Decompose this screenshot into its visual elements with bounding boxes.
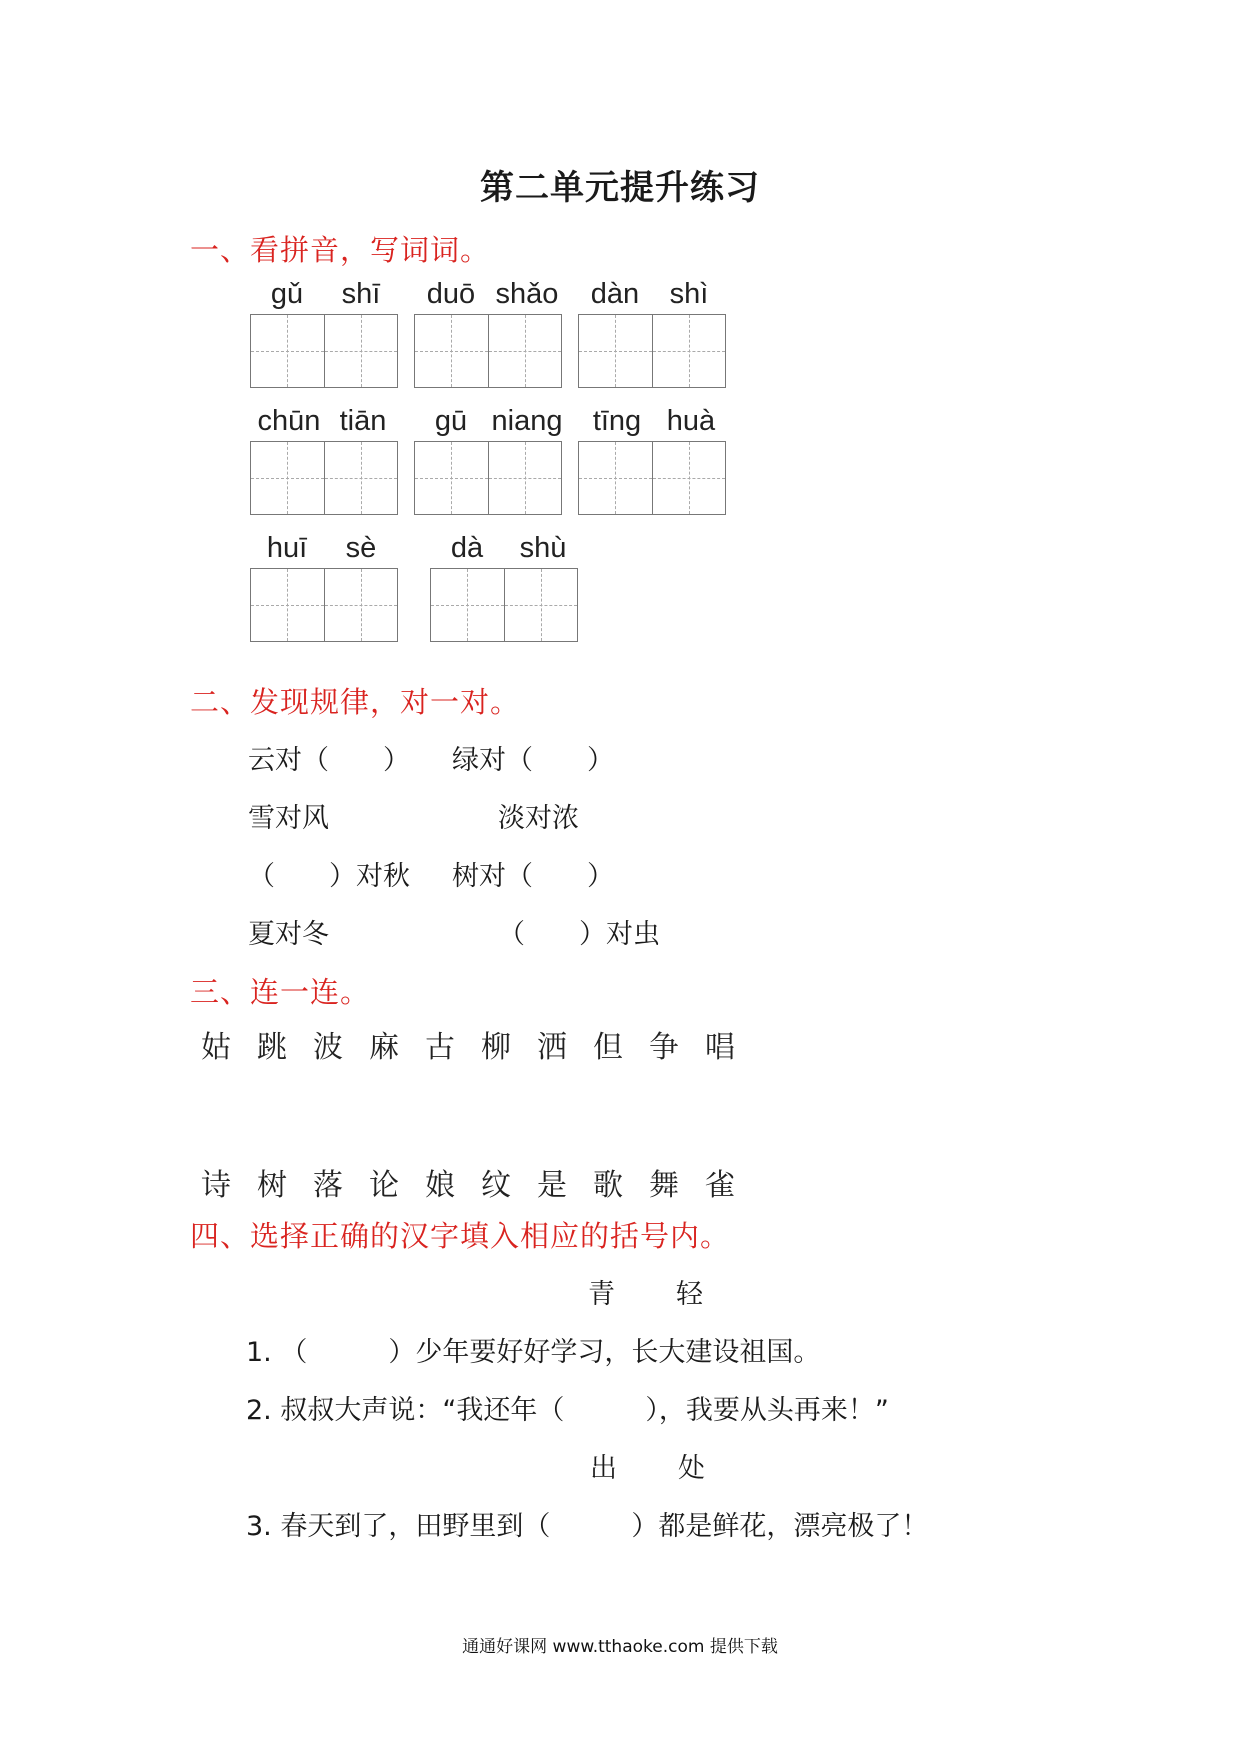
pinyin-syllable: tiān bbox=[339, 405, 387, 437]
match-char[interactable]: 诗 bbox=[201, 1168, 231, 1203]
pinyin-syllable: duō bbox=[426, 278, 476, 310]
match-char[interactable]: 柳 bbox=[481, 1030, 511, 1065]
match-char[interactable]: 纹 bbox=[481, 1168, 511, 1203]
pinyin-syllable: tīng bbox=[592, 405, 642, 437]
pair-item: 树对（ ） bbox=[452, 861, 614, 892]
pair-item: 夏对冬 bbox=[248, 919, 329, 950]
match-char[interactable]: 争 bbox=[649, 1030, 679, 1065]
pair-item: （ ）对秋 bbox=[248, 861, 410, 892]
match-char[interactable]: 古 bbox=[425, 1030, 455, 1065]
pinyin-syllable: dà bbox=[450, 532, 484, 564]
match-char[interactable]: 跳 bbox=[257, 1030, 287, 1065]
tian-grid-box[interactable] bbox=[250, 441, 398, 515]
pinyin-syllable: sè bbox=[345, 532, 377, 564]
choice-char: 轻 bbox=[676, 1279, 703, 1310]
match-char[interactable]: 麻 bbox=[369, 1030, 399, 1065]
tian-grid-box[interactable] bbox=[578, 314, 726, 388]
match-char[interactable]: 雀 bbox=[705, 1168, 735, 1203]
section-1-heading: 一、看拼音，写词词。 bbox=[190, 233, 491, 267]
question-1: 1. （ ）少年要好好学习，长大建设祖国。 bbox=[246, 1337, 821, 1368]
pinyin-syllable: huī bbox=[266, 532, 308, 564]
section-4-heading: 四、选择正确的汉字填入相应的括号内。 bbox=[190, 1219, 731, 1253]
pair-item: 绿对（ ） bbox=[452, 745, 614, 776]
pinyin-syllable: shì bbox=[669, 278, 709, 310]
match-char[interactable]: 波 bbox=[313, 1030, 343, 1065]
pinyin-syllable: niang bbox=[491, 405, 563, 437]
match-char[interactable]: 落 bbox=[313, 1168, 343, 1203]
tian-grid-box[interactable] bbox=[250, 314, 398, 388]
match-char[interactable]: 姑 bbox=[201, 1030, 231, 1065]
pinyin-syllable: chūn bbox=[257, 405, 321, 437]
section-3-heading: 三、连一连。 bbox=[190, 975, 371, 1009]
page-title: 第二单元提升练习 bbox=[480, 168, 760, 208]
footer-credit: 通通好课网 www.tthaoke.com 提供下载 bbox=[462, 1637, 778, 1657]
tian-grid-box[interactable] bbox=[250, 568, 398, 642]
pinyin-syllable: gǔ bbox=[270, 278, 304, 310]
choice-char: 出 bbox=[590, 1453, 617, 1484]
tian-grid-box[interactable] bbox=[414, 441, 562, 515]
match-char[interactable]: 洒 bbox=[537, 1030, 567, 1065]
pinyin-syllable: gū bbox=[434, 405, 468, 437]
tian-grid-box[interactable] bbox=[578, 441, 726, 515]
pinyin-syllable: dàn bbox=[590, 278, 640, 310]
pair-item: （ ）对虫 bbox=[498, 919, 660, 950]
section-2-heading: 二、发现规律，对一对。 bbox=[190, 685, 521, 719]
match-char[interactable]: 但 bbox=[593, 1030, 623, 1065]
pinyin-syllable: huà bbox=[666, 405, 716, 437]
match-char[interactable]: 是 bbox=[537, 1168, 567, 1203]
match-char[interactable]: 论 bbox=[369, 1168, 399, 1203]
match-char[interactable]: 娘 bbox=[425, 1168, 455, 1203]
match-char[interactable]: 唱 bbox=[705, 1030, 735, 1065]
choice-char: 青 bbox=[588, 1279, 615, 1310]
match-char[interactable]: 舞 bbox=[649, 1168, 679, 1203]
question-3: 3. 春天到了，田野里到（ ）都是鲜花，漂亮极了！ bbox=[246, 1511, 929, 1542]
match-char[interactable]: 歌 bbox=[593, 1168, 623, 1203]
tian-grid-box[interactable] bbox=[430, 568, 578, 642]
pair-item: 云对（ ） bbox=[248, 745, 410, 776]
match-char[interactable]: 树 bbox=[257, 1168, 287, 1203]
tian-grid-box[interactable] bbox=[414, 314, 562, 388]
question-2: 2. 叔叔大声说：“我还年（ ），我要从头再来！” bbox=[246, 1395, 889, 1426]
choice-char: 处 bbox=[678, 1453, 705, 1484]
pinyin-syllable: shǎo bbox=[495, 278, 559, 310]
pinyin-syllable: shī bbox=[341, 278, 381, 310]
pair-item: 淡对浓 bbox=[498, 803, 579, 834]
pinyin-syllable: shù bbox=[519, 532, 567, 564]
pair-item: 雪对风 bbox=[248, 803, 329, 834]
